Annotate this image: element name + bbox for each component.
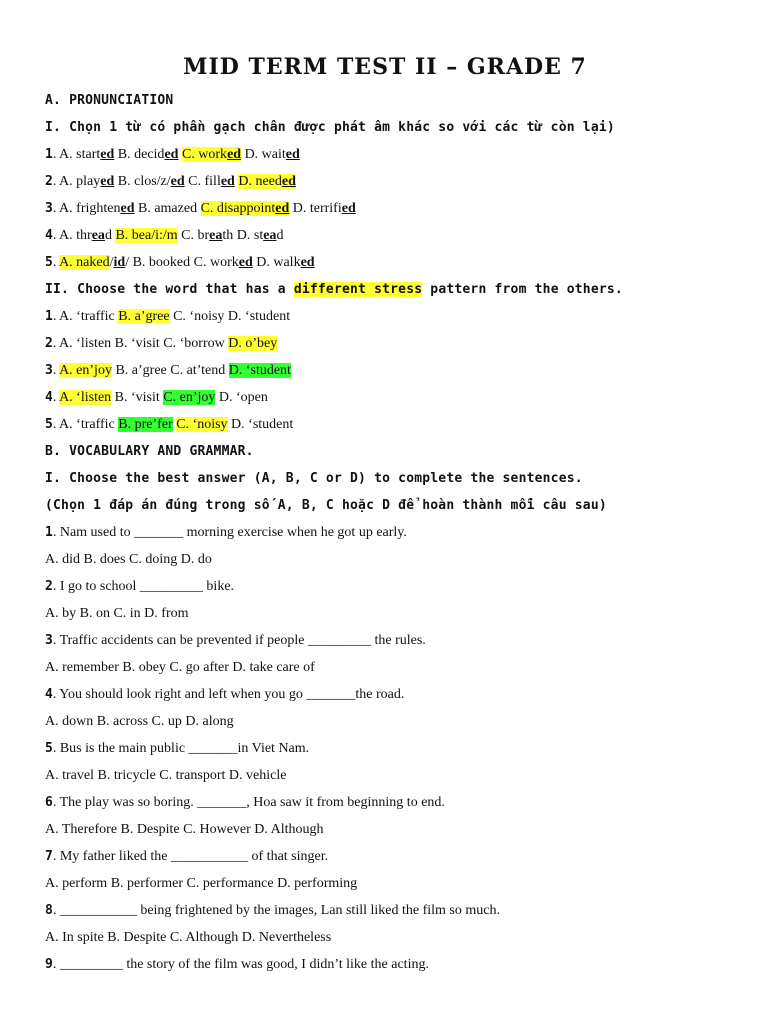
answer-highlight: C. ‘noisy [176, 417, 228, 432]
part-a1-heading: I. Chọn 1 từ có phần gạch chân được phát âm khác so với các từ còn lại) [45, 120, 615, 135]
grammar-question-4: 4. You should look right and left when you go _______the road. [45, 687, 405, 702]
answer-highlight: D. o’bey [228, 336, 278, 351]
grammar-options-2: A. by B. on C. in D. from [45, 606, 189, 621]
section-a-heading: A. PRONUNCIATION [45, 93, 174, 108]
grammar-question-9: 9. _________ the story of the film was good, I didn’t like the acting. [45, 957, 429, 972]
page-title: MID TERM TEST II – GRADE 7 [183, 54, 587, 80]
stress-question-1: 1. A. ‘traffic B. a’gree C. ‘noisy D. ‘student [45, 309, 291, 324]
pron-question-4: 4. A. thread B. bea/i:/m C. breath D. stead [45, 228, 284, 243]
pron-question-3: 3. A. frightened B. amazed C. disappointed D. terrified [45, 201, 356, 216]
answer-highlight-green: D. ‘student [228, 363, 291, 378]
grammar-options-8: A. In spite B. Despite C. Although D. Nevertheless [45, 930, 332, 945]
pron-question-1: 1. A. started B. decided C. worked D. waited [45, 147, 300, 162]
stress-question-4: 4. A. ‘listen B. ‘visit C. en’joy D. ‘open [45, 390, 268, 405]
pron-question-5: 5. A. naked/id/ B. booked C. worked D. walked [45, 255, 315, 270]
answer-highlight-green: B. pre’fer [118, 417, 173, 432]
part-a2-heading: II. Choose the word that has a different stress pattern from the others. [45, 282, 623, 297]
grammar-options-6: A. Therefore B. Despite C. However D. Although [45, 822, 324, 837]
answer-highlight: B. a’gree [118, 309, 170, 324]
part-b1-heading: I. Choose the best answer (A, B, C or D) to complete the sentences. [45, 471, 583, 486]
answer-highlight: B. bea/i:/m [115, 228, 178, 243]
answer-highlight: C. disappointed [200, 201, 290, 216]
grammar-options-7: A. perform B. performer C. performance D. performing [45, 876, 358, 891]
answer-highlight-green: C. en’joy [163, 390, 216, 405]
answer-highlight: A. ‘listen [59, 390, 112, 405]
grammar-question-7: 7. My father liked the ___________ of that singer. [45, 849, 329, 864]
grammar-options-3: A. remember B. obey C. go after D. take care of [45, 660, 315, 675]
answer-highlight: D. needed [238, 174, 296, 189]
grammar-question-6: 6. The play was so boring. _______, Hoa saw it from beginning to end. [45, 795, 445, 810]
grammar-question-8: 8. ___________ being frightened by the images, Lan still liked the film so much. [45, 903, 500, 918]
grammar-options-5: A. travel B. tricycle C. transport D. vehicle [45, 768, 287, 783]
grammar-question-2: 2. I go to school _________ bike. [45, 579, 235, 594]
stress-question-3: 3. A. en’joy B. a’gree C. at’tend D. ‘student [45, 363, 291, 378]
heading-highlight: different stress [293, 282, 423, 297]
grammar-question-3: 3. Traffic accidents can be prevented if people _________ the rules. [45, 633, 426, 648]
stress-question-2: 2. A. ‘listen B. ‘visit C. ‘borrow D. o’bey [45, 336, 278, 351]
grammar-question-5: 5. Bus is the main public _______in Viet Nam. [45, 741, 310, 756]
grammar-options-4: A. down B. across C. up D. along [45, 714, 234, 729]
grammar-question-1: 1. Nam used to _______ morning exercise when he got up early. [45, 525, 407, 540]
stress-question-5: 5. A. ‘traffic B. pre’fer C. ‘noisy D. ‘student [45, 417, 294, 432]
answer-highlight: A. en’joy [59, 363, 112, 378]
grammar-options-1: A. did B. does C. doing D. do [45, 552, 212, 567]
part-b1-subheading: (Chọn 1 đáp án đúng trong số A, B, C hoặc D để hoàn thành mỗi câu sau) [45, 498, 607, 513]
pron-question-2: 2. A. played B. clos/z/ed C. filled D. needed [45, 174, 296, 189]
answer-highlight: A. naked [59, 255, 110, 270]
section-b-heading: B. VOCABULARY AND GRAMMAR. [45, 444, 254, 459]
answer-highlight: C. worked [181, 147, 242, 162]
